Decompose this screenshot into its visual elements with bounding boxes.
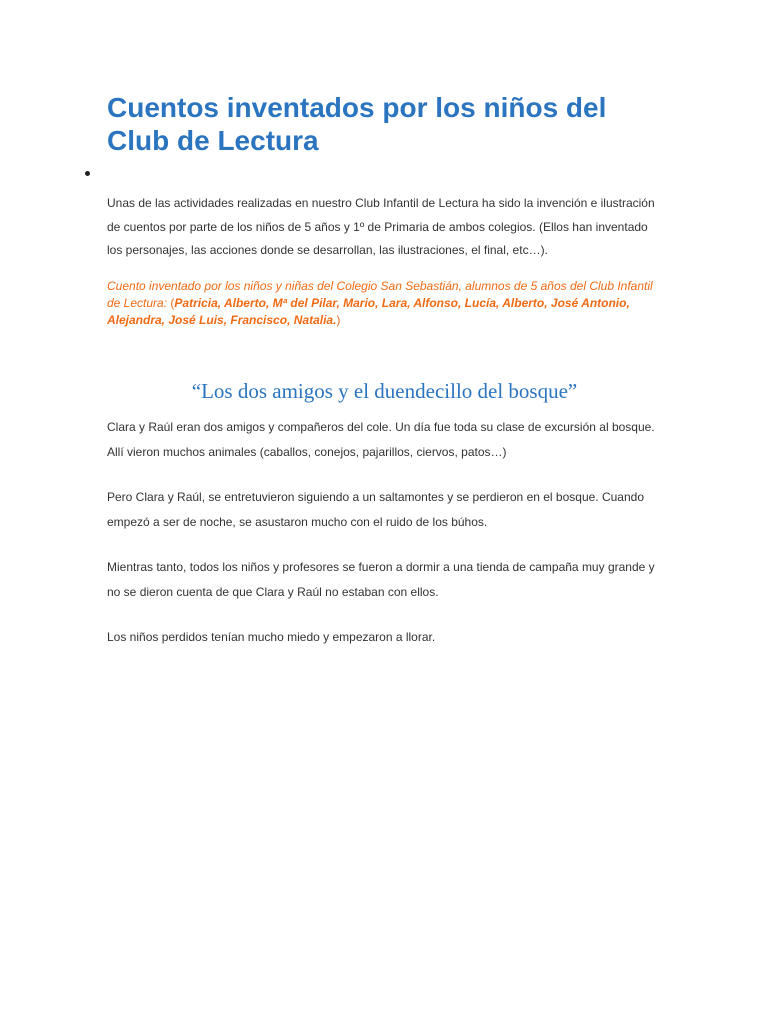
page-title: Cuentos inventados por los niños del Club de Lectura: [107, 92, 607, 156]
credit-names: Patricia, Alberto, Mª del Pilar, Mario, Lara, Alfonso, Lucía, Alberto, José Antonio, Alejandra, José Luis, Francisco, Natalia.: [107, 296, 630, 327]
story-paragraph: Mientras tanto, todos los niños y profesores se fueron a dormir a una tienda de campaña muy grande y no se dieron cuenta de que Clara y Raúl no estaban con ellos.: [107, 560, 655, 599]
story-paragraph: Los niños perdidos tenían mucho miedo y empezaron a llorar.: [107, 630, 436, 644]
list-bullet: [85, 171, 90, 176]
story-paragraph: Clara y Raúl eran dos amigos y compañeros del cole. Un día fue toda su clase de excursión al bosque. Allí vieron muchos animales (caballos, conejos, pajarillos, ciervos, patos…): [107, 420, 655, 459]
story-title: “Los dos amigos y el duendecillo del bosque”: [191, 379, 578, 403]
credit-open-paren: (: [167, 296, 175, 310]
credit-close-paren: ): [336, 313, 341, 327]
credit-lead: Cuento inventado por los niños y niñas del Colegio San Sebastián, alumnos de 5 años del Club Infantil de Lectura:: [107, 279, 653, 310]
story-credit: [107, 278, 662, 329]
intro-paragraph: Unas de las actividades realizadas en nuestro Club Infantil de Lectura ha sido la invención e ilustración de cuentos por parte de los niños de 5 años y 1º de Primaria de ambos colegios. (Ellos han inventado los personajes, las acciones donde se desarrollan, las ilustraciones, el final, etc…).: [107, 196, 655, 257]
story-paragraph: Pero Clara y Raúl, se entretuvieron siguiendo a un saltamontes y se perdieron en el bosque. Cuando empezó a ser de noche, se asustaron mucho con el ruido de los búhos.: [107, 490, 644, 529]
